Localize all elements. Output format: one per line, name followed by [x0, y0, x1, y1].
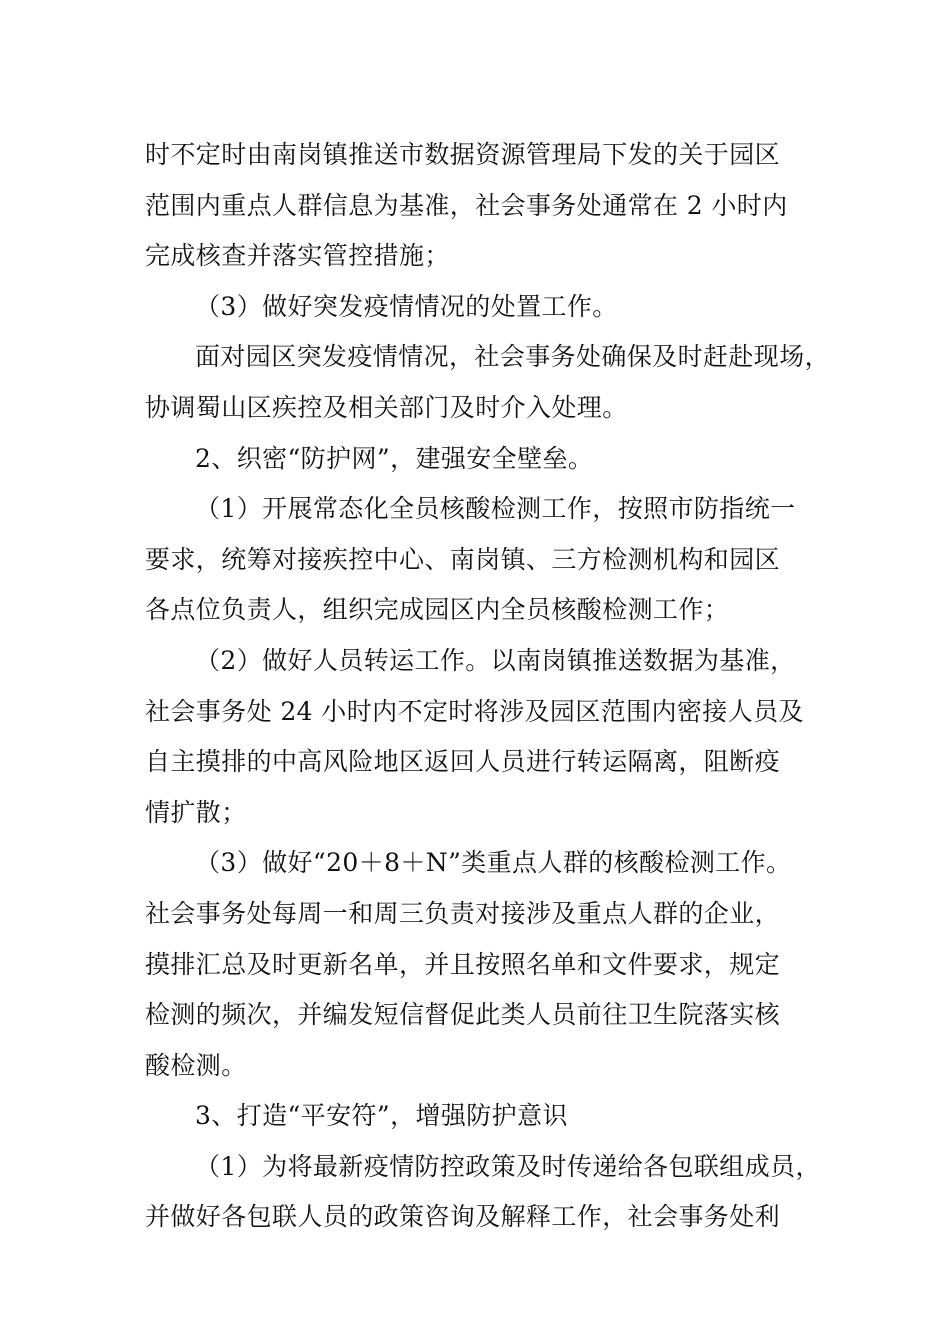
text-line: （3）做好突发疫情情况的处置工作。	[195, 291, 618, 321]
text-line: 协调蜀山区疾控及相关部门及时介入处理。	[145, 392, 628, 422]
text-line: （3）做好“20＋8＋N”类重点人群的核酸检测工作。	[195, 848, 792, 878]
text-line: 范围内重点人群信息为基准，社会事务处通常在 2 小时内	[145, 190, 788, 220]
text-line: 要求，统筹对接疾控中心、南岗镇、三方检测机构和园区	[145, 544, 781, 574]
section-heading: 3、打造“平安符”，增强防护意识	[195, 1101, 568, 1131]
text-line: 完成核查并落实管控措施；	[145, 241, 450, 271]
section-heading: 2、织密“防护网”，建强安全壁垒。	[195, 443, 594, 473]
text-line: （1）开展常态化全员核酸检测工作，按照市防指统一	[195, 494, 796, 524]
text-line: 各点位负责人，组织完成园区内全员核酸检测工作；	[145, 595, 730, 625]
text-line: （2）做好人员转运工作。以南岗镇推送数据为基准，	[195, 645, 796, 675]
text-line: 面对园区突发疫情情况，社会事务处确保及时赶赴现场，	[195, 342, 831, 372]
text-line: 时不定时由南岗镇推送市数据资源管理局下发的关于园区	[145, 140, 781, 169]
text-line: 摸排汇总及时更新名单，并且按照名单和文件要求，规定	[145, 949, 781, 979]
text-line: 社会事务处 24 小时内不定时将涉及园区范围内密接人员及	[145, 696, 804, 726]
text-line: （1）为将最新疫情防控政策及时传递给各包联组成员，	[195, 1151, 821, 1181]
text-line: 酸检测。	[145, 1050, 247, 1080]
text-line: 自主摸排的中高风险地区返回人员进行转运隔离，阻断疫	[145, 747, 781, 777]
text-line: 情扩散；	[145, 797, 247, 827]
text-line: 检测的频次，并编发短信督促此类人员前往卫生院落实核	[145, 1000, 781, 1030]
text-line: 社会事务处每周一和周三负责对接涉及重点人群的企业，	[145, 898, 781, 928]
document-body	[145, 130, 835, 1243]
text-line: 并做好各包联人员的政策咨询及解释工作，社会事务处利	[145, 1202, 781, 1232]
